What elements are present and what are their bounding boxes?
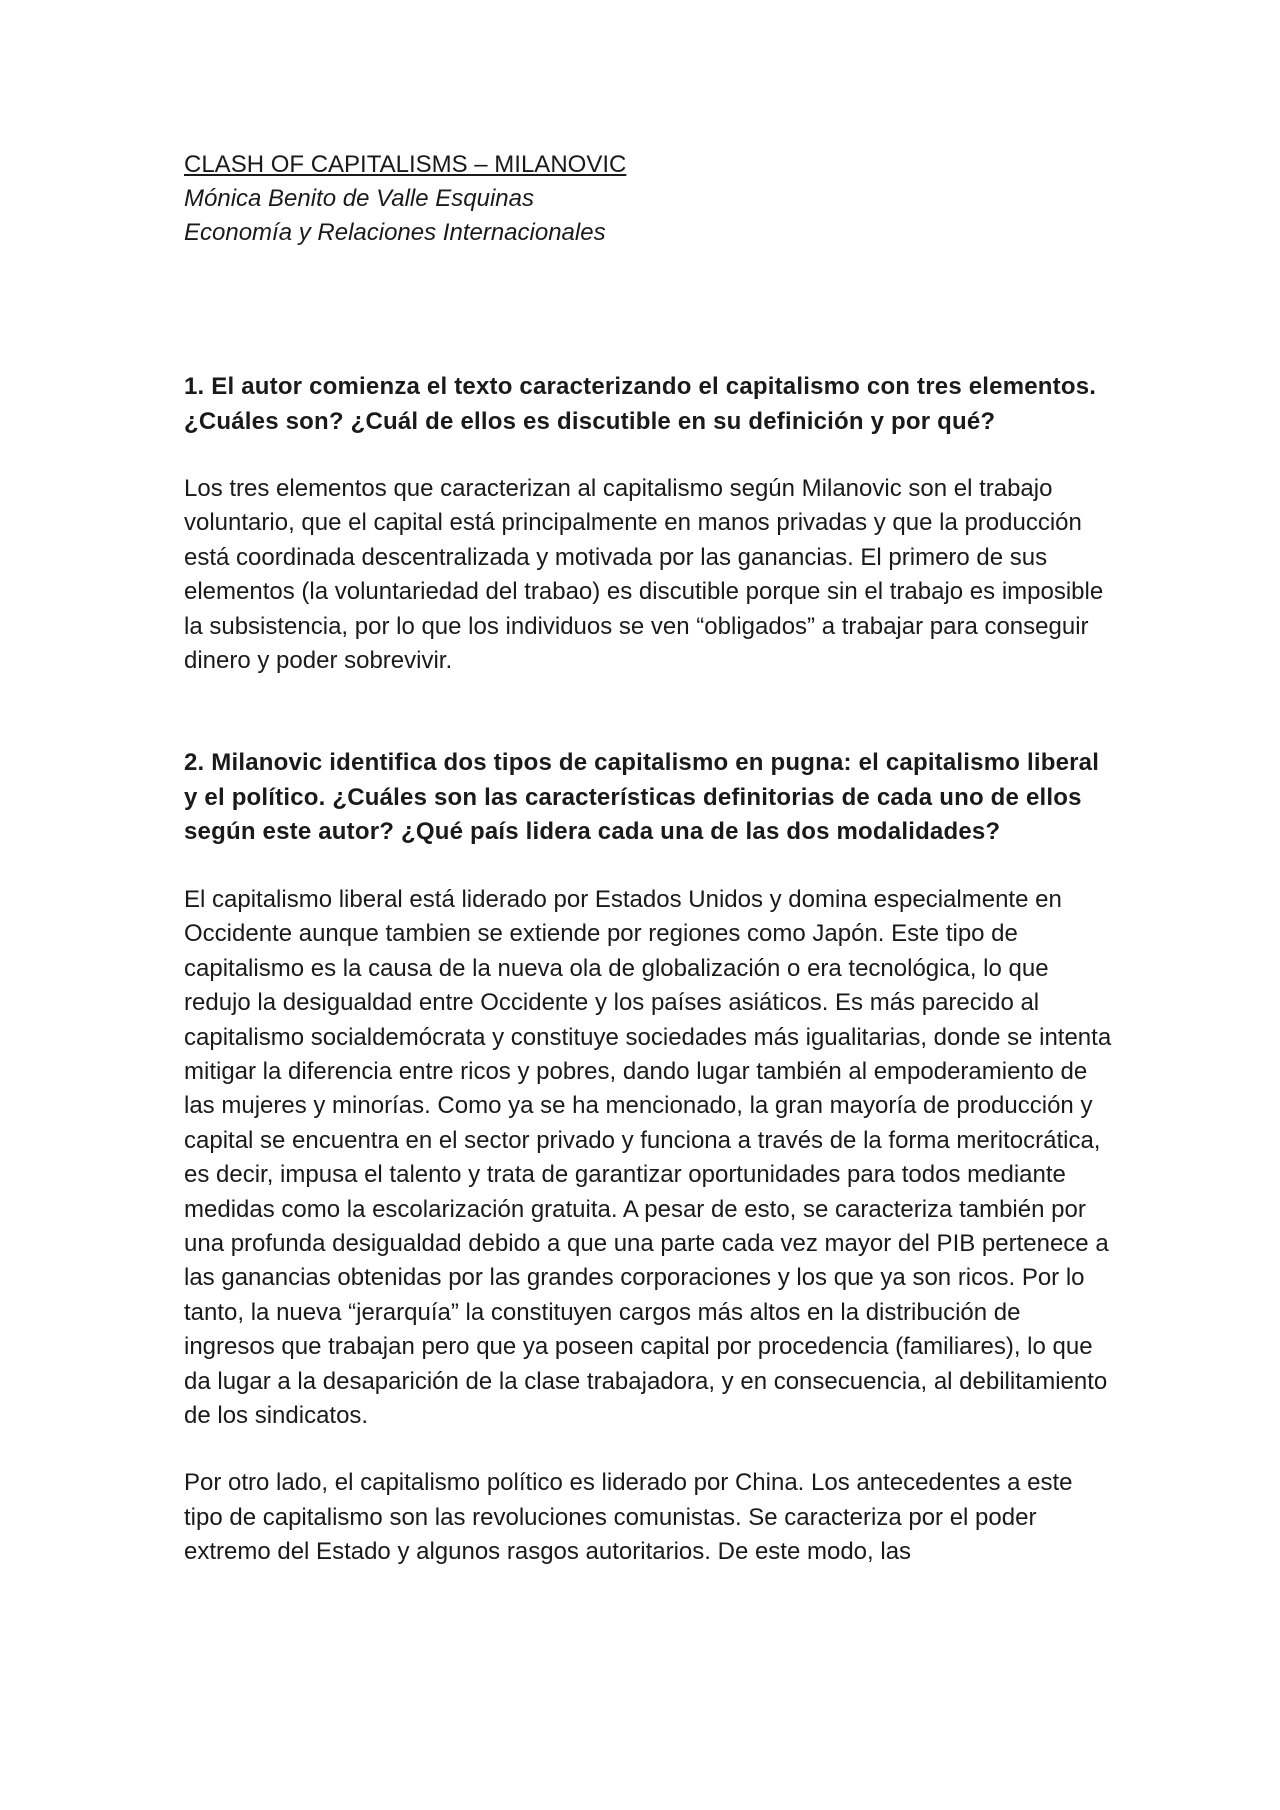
answer-1: Los tres elementos que caracterizan al capitalismo según Milanovic son el trabajo voluntario, que el capital está principalmente en manos privadas y que la producción está coordinada descentralizada y motivada por las ganancias. El primero de sus elementos (la voluntariedad del trabao) es discutible porque sin el trabajo es imposible la subsistencia, por lo que los individuos se ven “obligados” a trabajar para conseguir dinero y poder sobrevivir. <box>184 475 1104 675</box>
document-title: CLASH OF CAPITALISMS – MILANOVIC <box>184 151 627 178</box>
course-name: Economía y Relaciones Internacionales <box>184 219 606 246</box>
question-1: 1. El autor comienza el texto caracterizando el capitalismo con tres elementos. ¿Cuáles son? ¿Cuál de ellos es discutible en su definición y por qué? <box>184 373 1097 435</box>
question-2: 2. Milanovic identifica dos tipos de capitalismo en pugna: el capitalismo liberal y el político. ¿Cuáles son las características definitorias de cada uno de ellos según este autor? ¿Qué país lidera cada una de las dos modalidades? <box>184 749 1100 846</box>
answer-2-paragraph-2: Por otro lado, el capitalismo político es liderado por China. Los antecedentes a este tipo de capitalismo son las revoluciones comunistas. Se caracteriza por el poder extremo del Estado y algunos rasgos autoritarios. De este modo, las <box>184 1469 1073 1566</box>
author-name: Mónica Benito de Valle Esquinas <box>184 185 534 212</box>
document-body <box>184 148 1114 1570</box>
answer-2-paragraph-1: El capitalismo liberal está liderado por Estados Unidos y domina especialmente en Occidente aunque tambien se extiende por regiones como Japón. Este tipo de capitalismo es la causa de la nueva ola de globalización o era tecnológica, lo que redujo la desigualdad entre Occidente y los países asiáticos. Es más parecido al capitalismo socialdemócrata y constituye sociedades más igualitarias, donde se intenta mitigar la diferencia entre ricos y pobres, dando lugar también al empoderamiento de las mujeres y minorías. Como ya se ha mencionado, la gran mayoría de producción y capital se encuentra en el sector privado y funciona a través de la forma meritocrática, es decir, impusa el talento y trata de garantizar oportunidades para todos mediante medidas como la escolarización gratuita. A pesar de esto, se caracteriza también por una profunda desigualdad debido a que una parte cada vez mayor del PIB pertenece a las ganancias obtenidas por las grandes corporaciones y los que ya son ricos. Por lo tanto, la nueva “jerarquía” la constituyen cargos más altos en la distribución de ingresos que trabajan pero que ya poseen capital por procedencia (familiares), lo que da lugar a la desaparición de la clase trabajadora, y en consecuencia, al debilitamiento de los sindicatos. <box>184 885 1112 1430</box>
